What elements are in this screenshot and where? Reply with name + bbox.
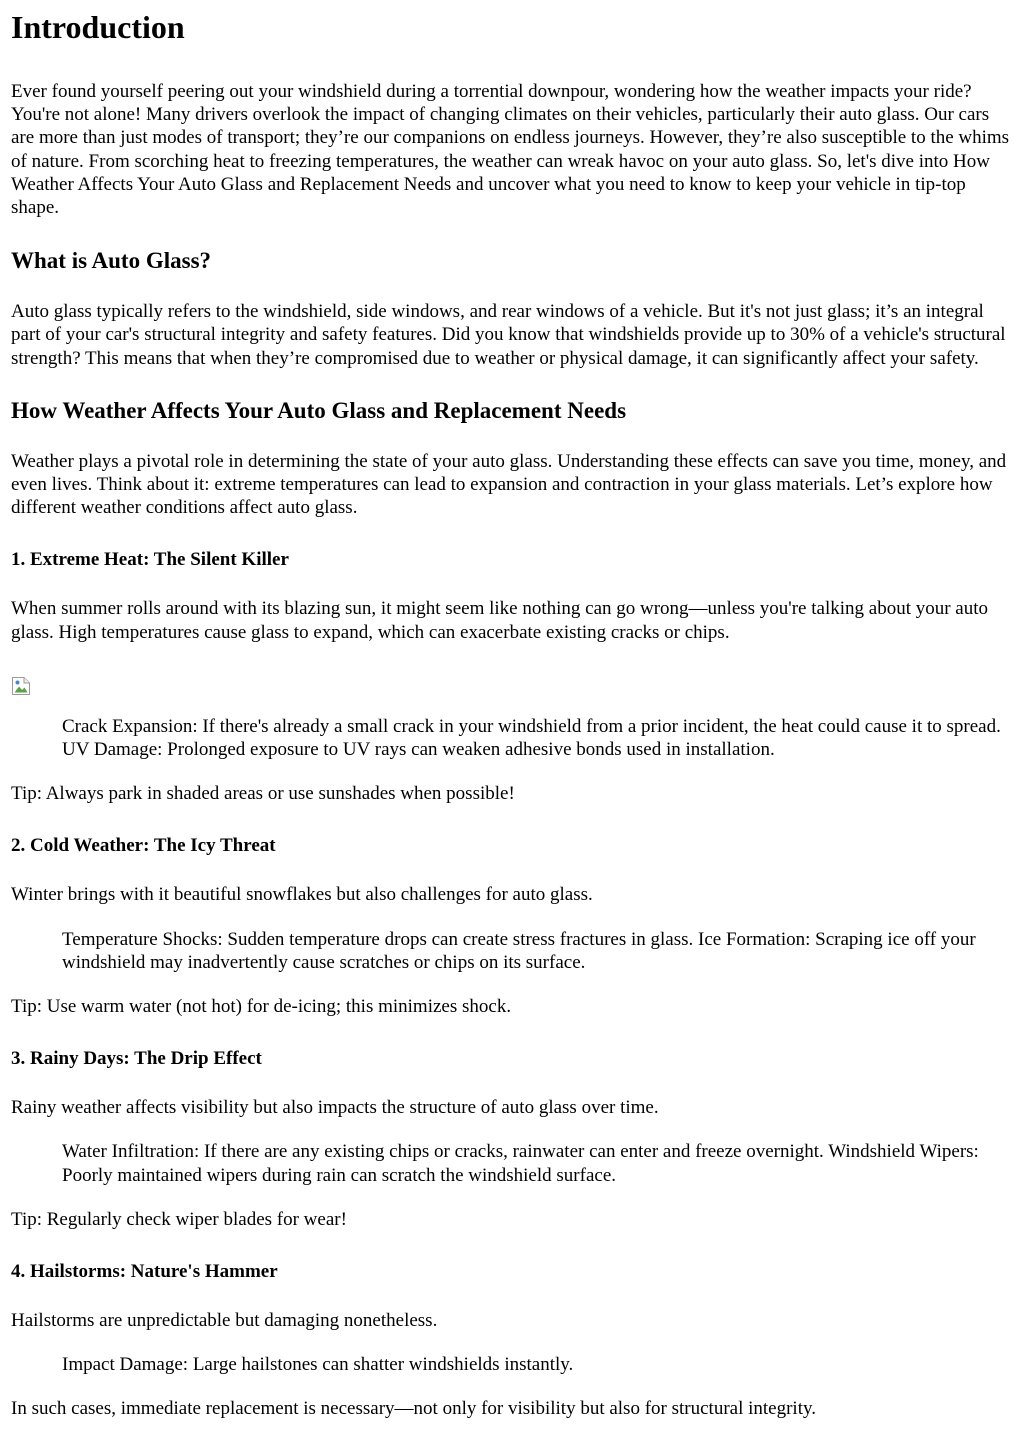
what-is-auto-glass-heading: What is Auto Glass? <box>11 248 212 274</box>
rainy-days-tip: Tip: Regularly check wiper blades for wear! <box>11 1208 347 1230</box>
broken-image-icon <box>11 676 31 696</box>
how-weather-affects-paragraph: Weather plays a pivotal role in determining the state of your auto glass. Understanding these effects can save you time, money, and even lives. Think about it: extreme temperatures can lead to expansion and contraction in your glass materials. Let’s explore how different weather conditions affect auto glass. <box>11 450 1007 519</box>
hailstorms-heading: 4. Hailstorms: Nature's Hammer <box>11 1261 278 1283</box>
cold-weather-paragraph: Winter brings with it beautiful snowflakes but also challenges for auto glass. <box>11 884 593 906</box>
extreme-heat-quote: Crack Expansion: If there's already a small crack in your windshield from a prior incident, the heat could cause it to spread. UV Damage: Prolonged exposure to UV rays can weaken adhesive bonds used in installation. <box>62 715 1001 761</box>
rainy-days-paragraph: Rainy weather affects visibility but also impacts the structure of auto glass over time. <box>11 1097 659 1119</box>
extreme-heat-paragraph: When summer rolls around with its blazing sun, it might seem like nothing can go wrong—unless you're talking about your auto glass. High temperatures cause glass to expand, which can exacerbate existing cracks or chips. <box>11 598 989 643</box>
cold-weather-quote: Temperature Shocks: Sudden temperature drops can create stress fractures in glass. Ice Formation: Scraping ice off your windshield may inadvertently cause scratches or chips on its surface. <box>62 928 976 973</box>
rainy-days-quote: Water Infiltration: If there are any existing chips or cracks, rainwater can enter and freeze overnight. Windshield Wipers: Poorly maintained wipers during rain can scratch the windshield surface. <box>62 1141 979 1186</box>
hailstorms-final-paragraph: In such cases, immediate replacement is necessary—not only for visibility but also for structural integrity. <box>11 1398 816 1420</box>
cold-weather-heading: 2. Cold Weather: The Icy Threat <box>11 835 276 857</box>
hailstorms-quote: Impact Damage: Large hailstones can shatter windshields instantly. <box>62 1354 574 1376</box>
extreme-heat-tip: Tip: Always park in shaded areas or use sunshades when possible! <box>11 783 515 805</box>
how-weather-affects-heading: How Weather Affects Your Auto Glass and Replacement Needs <box>11 397 627 423</box>
extreme-heat-heading: 1. Extreme Heat: The Silent Killer <box>11 549 289 571</box>
page-title: Introduction <box>11 9 185 45</box>
cold-weather-tip: Tip: Use warm water (not hot) for de-icing; this minimizes shock. <box>11 996 512 1018</box>
rainy-days-heading: 3. Rainy Days: The Drip Effect <box>11 1048 262 1070</box>
what-is-auto-glass-paragraph: Auto glass typically refers to the windshield, side windows, and rear windows of a vehicle. But it's not just glass; it’s an integral part of your car's structural integrity and safety features. Did you know that windshields provide up to 30% of a vehicle's structural strength? This means that when they’re compromised due to weather or physical damage, it can significantly affect your safety. <box>11 301 1006 369</box>
hailstorms-paragraph: Hailstorms are unpredictable but damaging nonetheless. <box>11 1310 438 1332</box>
intro-paragraph: Ever found yourself peering out your windshield during a torrential downpour, wondering how the weather impacts your ride? You're not alone! Many drivers overlook the impact of changing climates on their vehicles, particularly their auto glass. Our cars are more than just modes of transport; they’re our companions on endless journeys. However, they’re also susceptible to the whims of nature. From scorching heat to freezing temperatures, the weather can wreak havoc on your auto glass. So, let's dive into How Weather Affects Your Auto Glass and Replacement Needs and uncover what you need to know to keep your vehicle in tip-top shape. <box>11 81 1010 219</box>
